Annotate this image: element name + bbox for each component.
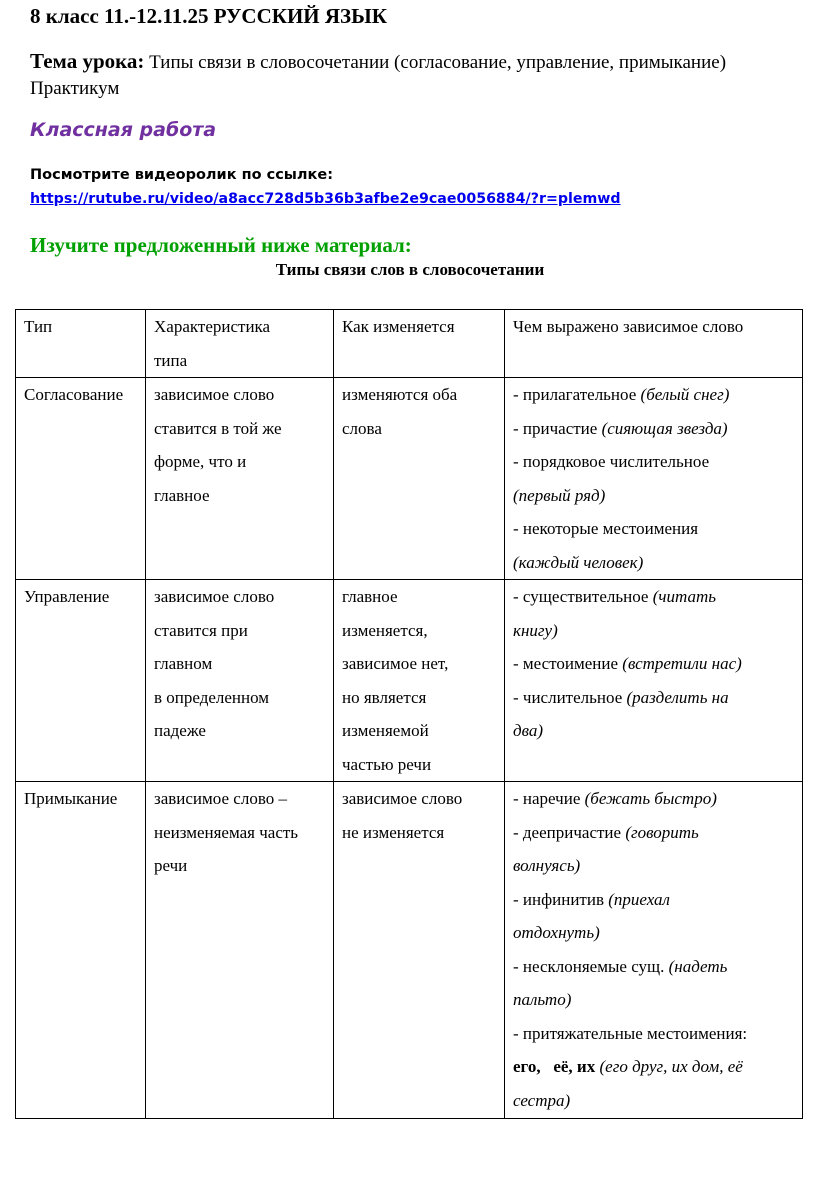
link-types-table [15,309,803,1119]
table-caption [0,260,816,280]
study-heading: Изучите предложенный ниже материал: [30,233,412,257]
header-cell-type: Тип [16,310,146,378]
header-cell-expressed-by: Чем выражено зависимое слово [505,310,803,378]
topic-text: Типы связи в словосочетании (согласование, управление, примыкание) [144,52,727,73]
cell-characteristic: зависимое слово ставится в той же форме, что и главное [146,378,334,580]
cell-type: Примыкание [16,782,146,1119]
table-caption-text: Типы связи слов в словосочетании [275,260,545,279]
video-instruction: Посмотрите видеоролик по ссылке: [30,167,334,183]
header-cell-characteristic: Характеристика типа [146,310,334,378]
cell-expressed-by: - существительное (читать книгу) - местоимение (встретили нас) - числительное (разделить на два) [505,580,803,782]
table-row [16,782,803,1119]
lesson-topic [30,48,790,102]
classwork-heading: Классная работа [30,119,217,141]
cell-how-changes: главное изменяется, зависимое нет, но является изменяемой частью речи [334,580,505,782]
page-title: 8 класс 11.-12.11.25 РУССКИЙ ЯЗЫК [30,4,387,28]
table-row [16,580,803,782]
cell-how-changes: изменяются оба слова [334,378,505,580]
table-row [16,378,803,580]
cell-type: Управление [16,580,146,782]
cell-characteristic: зависимое слово – неизменяемая часть речи [146,782,334,1119]
cell-how-changes: зависимое слово не изменяется [334,782,505,1119]
cell-type: Согласование [16,378,146,580]
cell-characteristic: зависимое слово ставится при главном в определенном падеже [146,580,334,782]
cell-expressed-by: - наречие (бежать быстро) - деепричастие (говорить волнуясь) - инфинитив (приехал отдохнуть) - несклоняемые сущ. (надеть пальто) - притяжательные местоимения: его, её, их (его друг, их дом, её сестра) [505,782,803,1119]
cell-expressed-by: - прилагательное (белый снег) - причастие (сияющая звезда) - порядковое числительное (первый ряд) - некоторые местоимения (каждый человек) [505,378,803,580]
header-cell-how-changes: Как изменяется [334,310,505,378]
table-header-row [16,310,803,378]
topic-label: Тема урока: [30,49,145,73]
topic-subtitle: Практикум [30,78,120,99]
video-link[interactable]: https://rutube.ru/video/a8acc728d5b36b3afbe2e9cae0056884/?r=plemwd [30,191,621,207]
